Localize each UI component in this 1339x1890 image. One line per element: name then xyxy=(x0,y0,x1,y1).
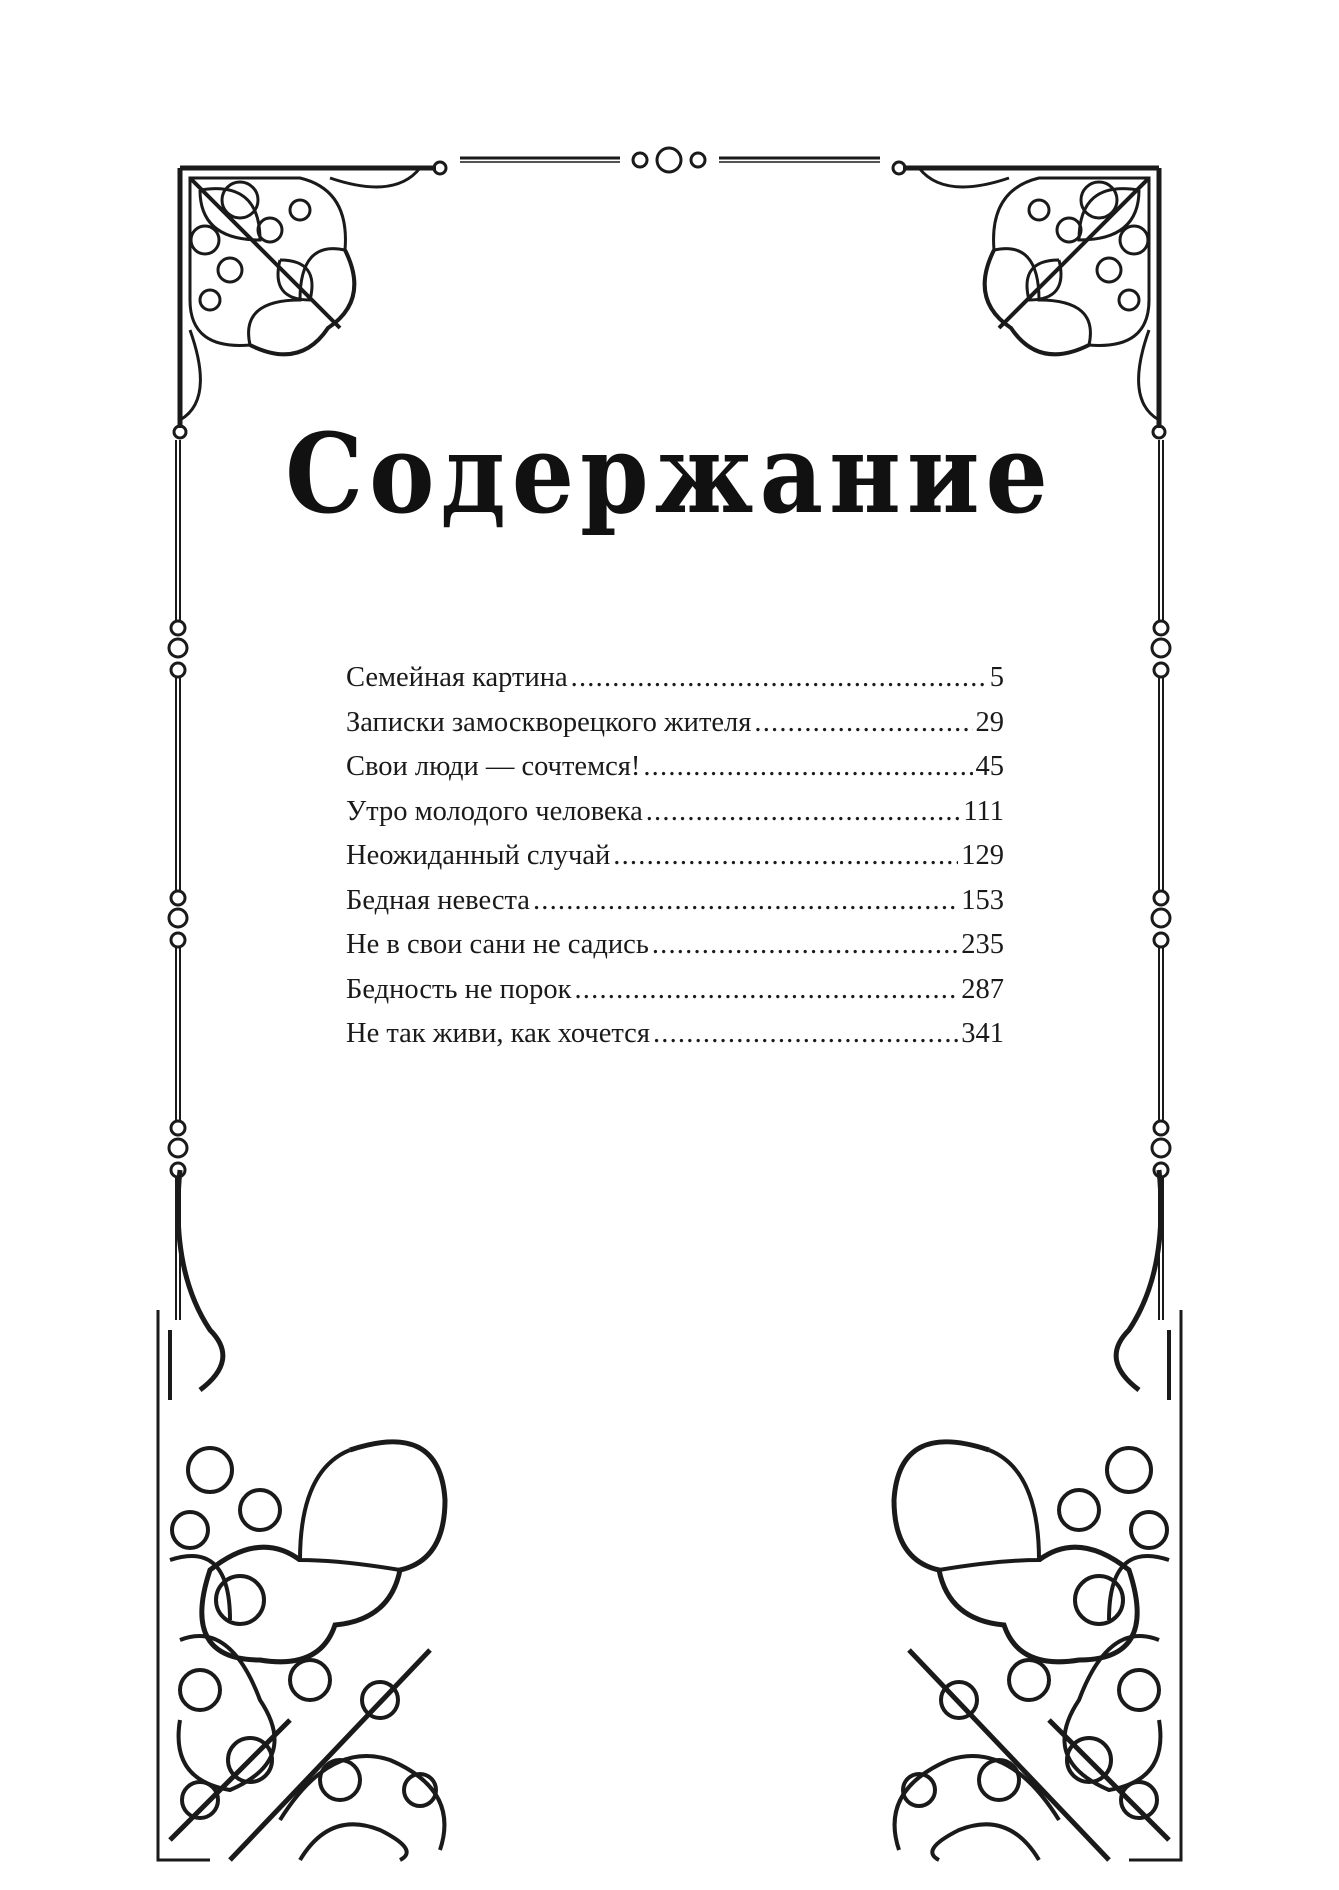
toc-entry[interactable] xyxy=(346,707,1004,752)
corner-ornament-top-left xyxy=(174,162,446,438)
toc-entry[interactable] xyxy=(346,840,1004,885)
toc-entry-page: 5 xyxy=(989,662,1004,693)
dot-leader xyxy=(574,974,958,1006)
toc-entry-title: Записки замоскворецкого жителя xyxy=(346,706,752,738)
toc-entry-title: Бедная невеста xyxy=(346,884,530,916)
toc-entry-page: 341 xyxy=(961,1018,1004,1049)
dot-leader xyxy=(613,840,958,872)
toc-entry-title: Не так живи, как хочется xyxy=(346,1018,650,1049)
toc-entry[interactable] xyxy=(346,662,1004,707)
toc-entry-page: 153 xyxy=(961,884,1004,916)
corner-ornament-top-right xyxy=(893,162,1165,438)
toc-entry-page: 45 xyxy=(975,751,1004,782)
corner-ornament-bottom-left xyxy=(158,1170,445,1860)
toc-entry[interactable] xyxy=(346,751,1004,796)
toc-entry-title: Бедность не порок xyxy=(346,973,572,1005)
toc-entry-title: Свои люди — сочтемся! xyxy=(346,751,641,782)
toc-entry-title: Утро молодого человека xyxy=(346,795,643,827)
toc-entry-page: 235 xyxy=(961,929,1004,960)
dot-leader xyxy=(571,662,987,694)
dot-leader xyxy=(646,796,961,828)
toc-entry-page: 287 xyxy=(961,973,1004,1005)
top-center-ornament xyxy=(460,148,880,172)
table-of-contents xyxy=(346,662,1004,1063)
toc-entry[interactable] xyxy=(346,1018,1004,1063)
dot-leader xyxy=(754,707,972,739)
toc-entry-page: 29 xyxy=(975,706,1004,738)
toc-entry-title: Семейная картина xyxy=(346,662,568,693)
toc-entry[interactable] xyxy=(346,974,1004,1019)
dot-leader xyxy=(643,751,972,783)
page-title: Содержание xyxy=(285,410,1054,540)
toc-entry-page: 129 xyxy=(961,840,1004,871)
corner-ornament-bottom-right xyxy=(894,1170,1181,1860)
toc-entry[interactable] xyxy=(346,885,1004,930)
dot-leader xyxy=(533,885,958,917)
toc-entry[interactable] xyxy=(346,796,1004,841)
toc-entry-title: Неожиданный случай xyxy=(346,840,611,871)
dot-leader xyxy=(653,1018,958,1050)
toc-entry-title: Не в свои сани не садись xyxy=(346,929,649,960)
toc-entry-page: 111 xyxy=(963,795,1004,827)
dot-leader xyxy=(652,929,958,961)
toc-entry[interactable] xyxy=(346,929,1004,974)
